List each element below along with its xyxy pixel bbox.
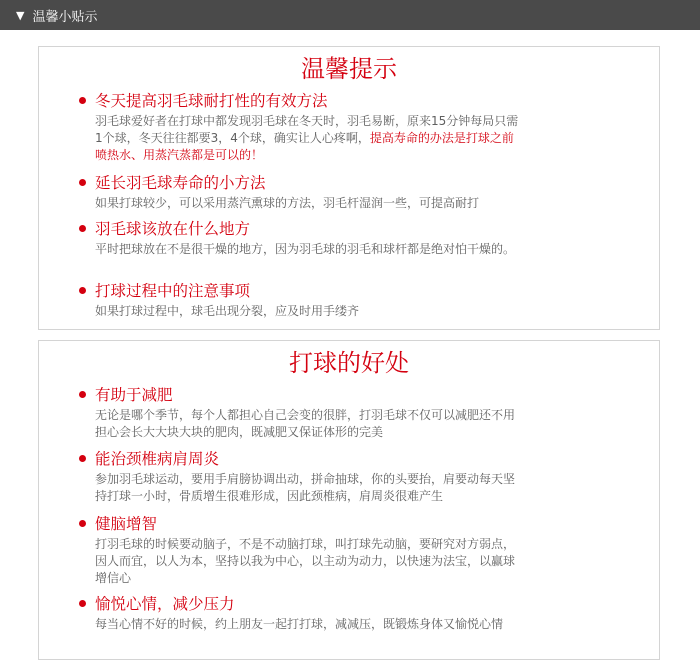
section-header-title: 温馨小贴示 (32, 9, 98, 25)
bullet-dot-icon (79, 179, 86, 186)
tip-item (95, 89, 595, 164)
bullet-dot-icon (79, 455, 86, 462)
bullet-dot-icon (79, 287, 86, 294)
benefit-body: 每当心情不好的时候，约上朋友一起打打球，减减压，既锻炼身体又愉悦心情 (95, 617, 504, 631)
tip-body: 如果打球较少，可以采用蒸汽熏球的方法，羽毛杆湿润一些，可提高耐打 (95, 196, 480, 210)
benefits-panel-title: 打球的好处 (289, 349, 409, 377)
tips-panel-title: 温馨提示 (301, 55, 397, 83)
tip-title: 延长羽毛球寿命的小方法 (95, 174, 266, 192)
benefit-title: 愉悦心情，减少压力 (95, 595, 235, 613)
bullet-dot-icon (79, 391, 86, 398)
benefit-item (95, 383, 595, 441)
tip-item (95, 217, 595, 258)
bullet-dot-icon (79, 97, 86, 104)
bullet-dot-icon (79, 520, 86, 527)
benefit-item (95, 447, 595, 505)
bullet-dot-icon (79, 600, 86, 607)
tip-highlight: 提高寿命的办法是打球之前喷热水、用蒸汽蒸都是可以的！ (95, 131, 514, 162)
collapse-triangle-icon: ▼ (16, 8, 25, 22)
benefit-title: 健脑增智 (95, 515, 158, 533)
tip-item (95, 279, 595, 320)
bullet-dot-icon (79, 225, 86, 232)
benefit-body: 参加羽毛球运动，要用手肩膀协调出动，拼命抽球，你的头要抬，肩要动每天坚持打球一小时，骨质增生很难形成，因此颈椎病，肩周炎很难产生 (95, 472, 516, 503)
benefit-body: 打羽毛球的时候要动脑子，不是不动脑打球，叫打球先动脑，要研究对方弱点，因人而宜，以人为本，坚持以我为中心，以主动为动力，以快速为法宝，以赢球增信心 (95, 537, 516, 585)
tip-title: 冬天提高羽毛球耐打性的有效方法 (95, 92, 328, 110)
benefit-body: 无论是哪个季节，每个人都担心自己会变的很胖，打羽毛球不仅可以减肥还不用担心会长大大块大块的肥肉，既减肥又保证体形的完美 (95, 408, 516, 439)
benefits-panel (38, 340, 660, 660)
tips-panel (38, 46, 660, 330)
tip-title: 羽毛球该放在什么地方 (95, 220, 251, 238)
tip-body: 如果打球过程中，球毛出现分裂，应及时用手缕齐 (95, 304, 360, 318)
tip-body: 平时把球放在不是很干燥的地方，因为羽毛球的羽毛和球杆都是绝对怕干燥的。 (95, 242, 516, 256)
benefit-title: 有助于减肥 (95, 386, 173, 404)
benefit-title: 能治颈椎病肩周炎 (95, 450, 220, 468)
tip-body: 羽毛球爱好者在打球中都发现羽毛球在冬天时，羽毛易断，原来15分钟每局只需1个球，冬天往往都要3，4个球，确实让人心疼啊，提高寿命的办法是打球之前喷热水、用蒸汽蒸都是可以的！ (95, 114, 519, 162)
benefit-item (95, 512, 595, 587)
tip-item (95, 171, 595, 212)
benefit-item (95, 592, 595, 633)
section-header-bar[interactable] (0, 0, 700, 30)
tip-title: 打球过程中的注意事项 (95, 282, 251, 300)
